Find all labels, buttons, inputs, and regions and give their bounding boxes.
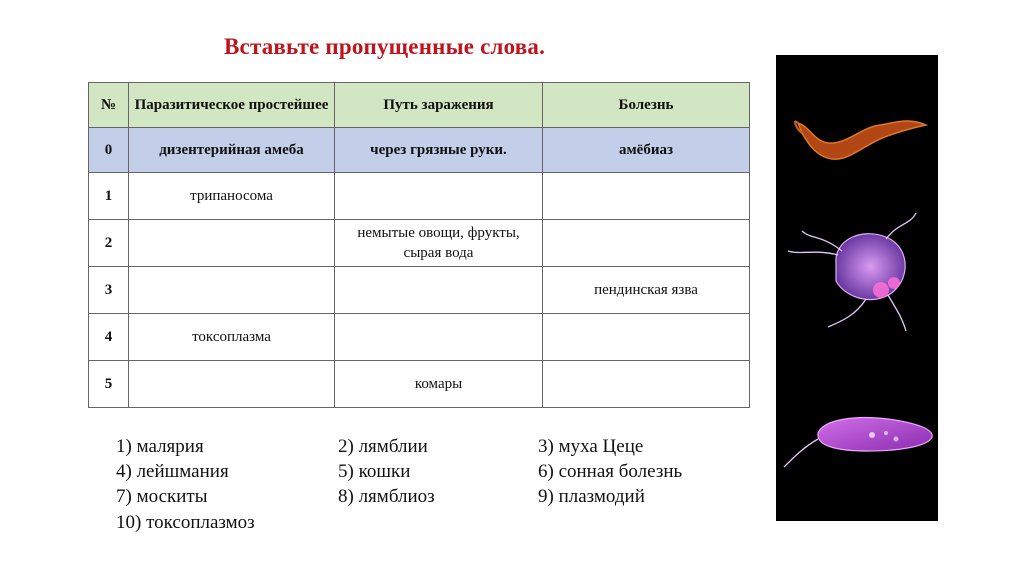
parasites-illustration (776, 55, 938, 521)
header-disease: Болезнь (543, 83, 750, 128)
parasites-table (88, 82, 750, 408)
row-number: 0 (89, 128, 129, 173)
cell-parasite: дизентерийная амеба (129, 128, 335, 173)
row-number: 1 (89, 173, 129, 220)
row-number: 4 (89, 314, 129, 361)
table-row (89, 173, 750, 220)
option-item: 3) муха Цеце (538, 436, 644, 457)
option-item: 4) лейшмания (116, 461, 229, 482)
option-item: 7) москиты (116, 486, 208, 507)
cell-disease (543, 173, 750, 220)
table-row (89, 220, 750, 267)
cell-infection-path (335, 267, 543, 314)
cell-infection-path: немытые овощи, фрукты, сырая вода (335, 220, 543, 267)
cell-infection-path (335, 314, 543, 361)
option-item: 5) кошки (338, 461, 411, 482)
cell-disease: амёбиаз (543, 128, 750, 173)
trypanosome-icon (795, 121, 926, 159)
table-row (89, 267, 750, 314)
giardia-icon (788, 213, 916, 331)
option-item: 6) сонная болезнь (538, 461, 683, 482)
cell-parasite: токсоплазма (129, 314, 335, 361)
option-item: 9) плазмодий (538, 486, 645, 507)
paramecium-icon (784, 418, 932, 467)
table-row (89, 361, 750, 408)
option-item: 1) малярия (116, 436, 204, 457)
cell-disease: пендинская язва (543, 267, 750, 314)
row-number: 2 (89, 220, 129, 267)
option-item: 8) лямблиоз (338, 486, 435, 507)
cell-infection-path (335, 173, 543, 220)
cell-parasite: трипаносома (129, 173, 335, 220)
row-number: 3 (89, 267, 129, 314)
table-row (89, 128, 750, 173)
illustration-svg (776, 55, 938, 521)
option-item: 2) лямблии (338, 436, 428, 457)
cell-disease (543, 220, 750, 267)
cell-parasite (129, 361, 335, 408)
cell-disease (543, 314, 750, 361)
slide-title: Вставьте пропущенные слова. (224, 34, 546, 59)
header-parasite: Паразитическое простейшее (129, 83, 335, 128)
cell-infection-path: через грязные руки. (335, 128, 543, 173)
header-infection-path: Путь заражения (335, 83, 543, 128)
cell-disease (543, 361, 750, 408)
table-header-row (89, 83, 750, 128)
header-number: № (89, 83, 129, 128)
row-number: 5 (89, 361, 129, 408)
cell-parasite (129, 220, 335, 267)
cell-parasite (129, 267, 335, 314)
table-row (89, 314, 750, 361)
option-item: 10) токсоплазмоз (116, 512, 255, 533)
cell-infection-path: комары (335, 361, 543, 408)
